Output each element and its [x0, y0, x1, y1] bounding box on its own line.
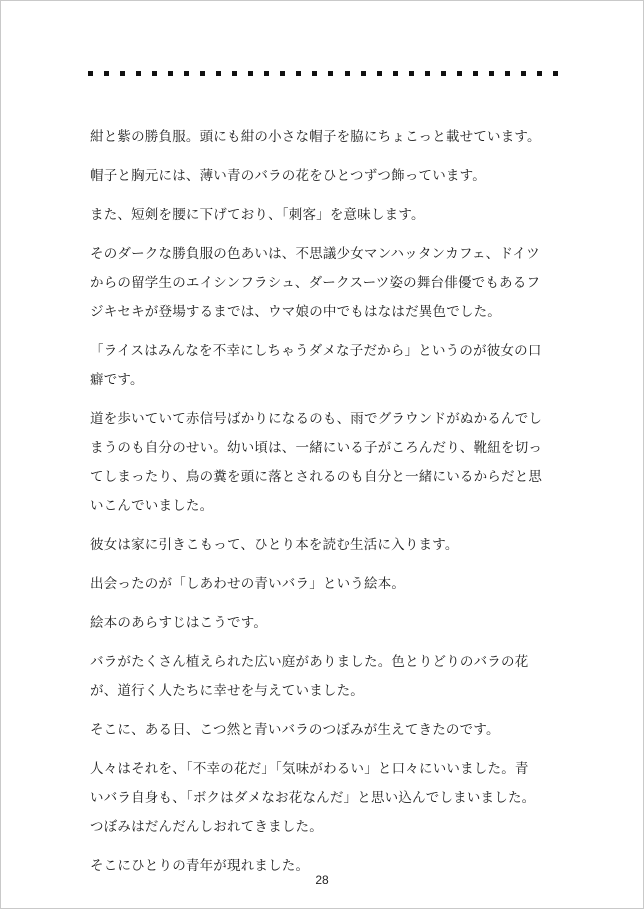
- paragraph: そこに、ある日、こつ然と青いバラのつぼみが生えてきたのです。: [90, 722, 500, 738]
- paragraph: 帽子と胸元には、薄い青のバラの花をひとつずつ飾っています。: [90, 168, 486, 184]
- paragraph: そこにひとりの青年が現れました。: [90, 858, 310, 874]
- paragraph: 紺と紫の勝負服。頭にも紺の小さな帽子を脇にちょこっと載せています。: [90, 129, 541, 145]
- paragraph: 人々はそれを、「不幸の花だ」「気味がわるい」と口々にいいました。青 いバラ自身も、「ボクはダメなお花なんだ」と思い込んでしまいました。 つぼみはだんだんしおれてきました。: [90, 761, 536, 835]
- body-text: [90, 123, 560, 891]
- paragraph: 「ライスはみんなを不幸にしちゃうダメな子だから」というのが彼女の口 癖です。: [90, 343, 542, 388]
- paragraph: また、短剣を腰に下げており、「刺客」を意味します。: [90, 207, 425, 223]
- paragraph: 絵本のあらすじはこうです。: [90, 615, 268, 631]
- paragraph: 彼女は家に引きこもって、ひとり本を読む生活に入ります。: [90, 537, 459, 553]
- paragraph: バラがたくさん植えられた広い庭がありました。色とりどりのバラの花 が、道行く人たちに幸せを与えていました。: [90, 654, 529, 699]
- section-divider: [88, 70, 558, 76]
- paragraph: 道を歩いていて赤信号ばかりになるのも、雨でグラウンドがぬかるんでし まうのも自分のせい。幼い頃は、一緒にいる子がころんだり、靴紐を切っ てしまったり、鳥の糞を頭に落とされるのも自分と一緒にいるからだと思 いこんでいました。: [90, 411, 543, 514]
- page-number: 28: [315, 873, 329, 887]
- paragraph: そのダークな勝負服の色あいは、不思議少女マンハッタンカフェ、ドイツ からの留学生のエイシンフラシュ、ダークスーツ姿の舞台俳優でもあるフ ジキセキが登場するまでは、ウマ娘の中でもはなはだ異色でした。: [90, 246, 541, 320]
- paragraph: 出会ったのが「しあわせの青いバラ」という絵本。: [90, 576, 406, 592]
